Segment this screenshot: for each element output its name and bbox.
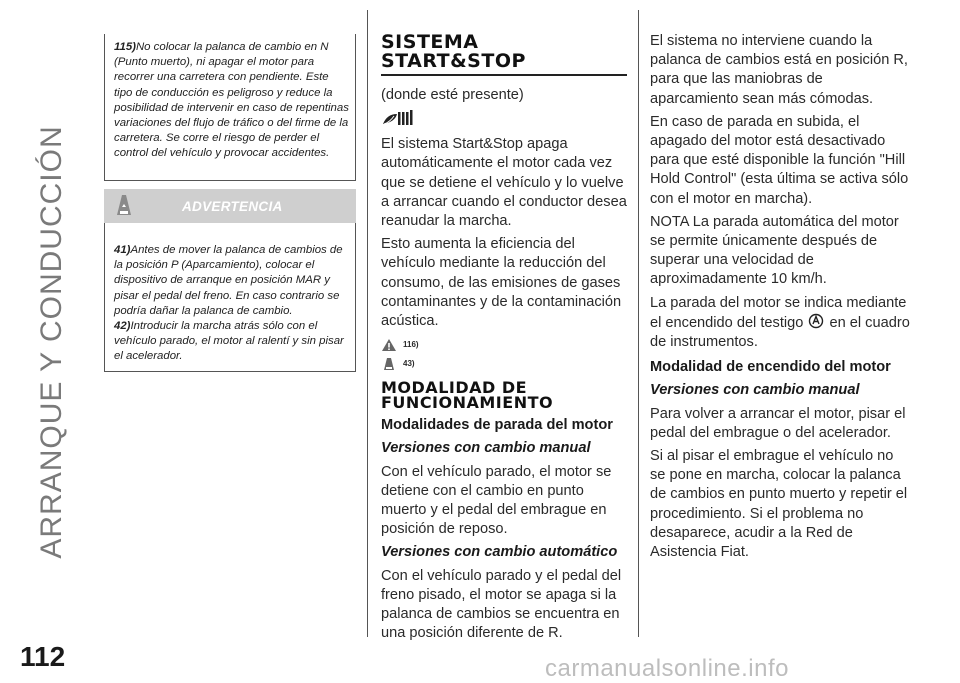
subheading: Modalidades de parada del motor	[381, 417, 613, 434]
warning-item-ref: 41)	[114, 244, 131, 256]
note-text: No colocar la palanca de cambio en N (Punto muerto), ni apagar el motor para recorrer una carretera con pendiente. Este tipo de conducción es peligroso y reduce la posibilidad de intervenir en caso de repentinas variaciones del flujo de tráfico o del firme de la carretera. Se corre el riesgo de perder el control del vehículo y provocar accidentes.	[114, 41, 349, 160]
warning-item-text: Antes de mover la palanca de cambios de la posición P (Aparcamiento), colocar el dispositivo de arranque en posición MAR y pisar el pedal del freno. En caso contrario se podría dañar la palanca de cambio.	[114, 244, 343, 317]
warning-car-icon	[113, 193, 135, 217]
paragraph: Con el vehículo parado y el pedal del freno pisado, el motor se apaga si la palanca de cambios se encuentra en una posición diferente de R.	[381, 567, 622, 642]
paragraph: Esto aumenta la eficiencia del vehículo mediante la reducción del consumo, de las emisiones de gases contaminantes y de la contaminación acústica.	[381, 236, 622, 330]
warning-triangle-icon	[381, 338, 397, 352]
availability-note: (donde esté presente)	[381, 87, 524, 103]
subsection-heading-line2: FUNCIONAMIENTO	[381, 393, 554, 413]
column-divider	[638, 10, 639, 637]
reference-number: 43)	[403, 359, 415, 369]
middle-column	[381, 33, 627, 647]
warning-item-ref: 42)	[114, 320, 131, 333]
subheading-italic: Versiones con cambio automático	[381, 544, 618, 561]
warning-box	[104, 223, 356, 372]
warning-item	[114, 243, 349, 319]
paragraph	[650, 294, 912, 353]
car-warning-icon	[381, 357, 397, 371]
note-box	[104, 34, 356, 181]
reference-row	[381, 354, 627, 373]
section-heading-line2: START&STOP	[381, 50, 526, 72]
reference-list	[381, 335, 627, 373]
reference-row	[381, 335, 627, 354]
start-stop-indicator-icon	[807, 313, 825, 329]
warning-header	[104, 189, 356, 223]
subsection-heading-line1: MODALIDAD DE	[381, 378, 528, 398]
paragraph: Para volver a arrancar el motor, pisar el pedal del embrague o del acelerador.	[650, 405, 906, 441]
warning-item	[114, 319, 349, 365]
note-paragraph	[114, 40, 349, 162]
paragraph: En caso de parada en subida, el apagado del motor está desactivado para que esté disponible la función "Hill Hold Control" (esta última se activa sólo con el motor en marcha).	[650, 113, 909, 207]
eco-icon	[381, 108, 627, 130]
warning-item-text: Introducir la marcha atrás sólo con el vehículo parado, el motor al ralentí y sin pisar el acelerador.	[114, 320, 344, 363]
subheading-italic: Versiones con cambio manual	[381, 440, 591, 457]
page-number: 112	[20, 641, 66, 672]
paragraph: Si al pisar el embrague el vehículo no se pone en marcha, colocar la palanca de cambios en punto muerto y repetir el procedimiento. Si el problema no desaparece, acudir a la Red de Asistencia Fiat.	[650, 448, 908, 561]
paragraph: NOTA La parada automática del motor se permite únicamente después de superar una velocidad de aproximadamente 10 km/h.	[650, 213, 899, 288]
subheading-italic: Versiones con cambio manual	[650, 382, 860, 399]
text-fragment: en el cuadro de instrumentos.	[650, 314, 910, 351]
paragraph: Con el vehículo parado, el motor se detiene con el cambio en punto muerto y el pedal del embrague en posición de reposo.	[381, 463, 612, 538]
section-title-vertical: ARRANQUE Y CONDUCCIÓN	[35, 125, 68, 559]
heading-rule	[381, 74, 627, 76]
paragraph: El sistema no interviene cuando la palanca de cambios está en posición R, para que las maniobras de aparcamiento sean más cómodas.	[650, 33, 908, 107]
paragraph: El sistema Start&Stop apaga automáticamente el motor cada vez que se detiene el vehículo y lo vuelve a arrancar cuando el conductor desea reanudar la marcha.	[381, 136, 627, 230]
column-divider	[367, 10, 368, 637]
section-heading-line1: SISTEMA	[381, 31, 479, 53]
watermark: carmanualsonline.info	[545, 655, 789, 682]
right-column	[650, 32, 912, 566]
note-ref: 115)	[114, 41, 136, 53]
warning-title: ADVERTENCIA	[182, 199, 283, 214]
subheading: Modalidad de encendido del motor	[650, 359, 891, 376]
reference-number: 116)	[403, 340, 419, 350]
text-fragment: La parada del motor se indica mediante el encendido del testigo	[650, 294, 907, 331]
